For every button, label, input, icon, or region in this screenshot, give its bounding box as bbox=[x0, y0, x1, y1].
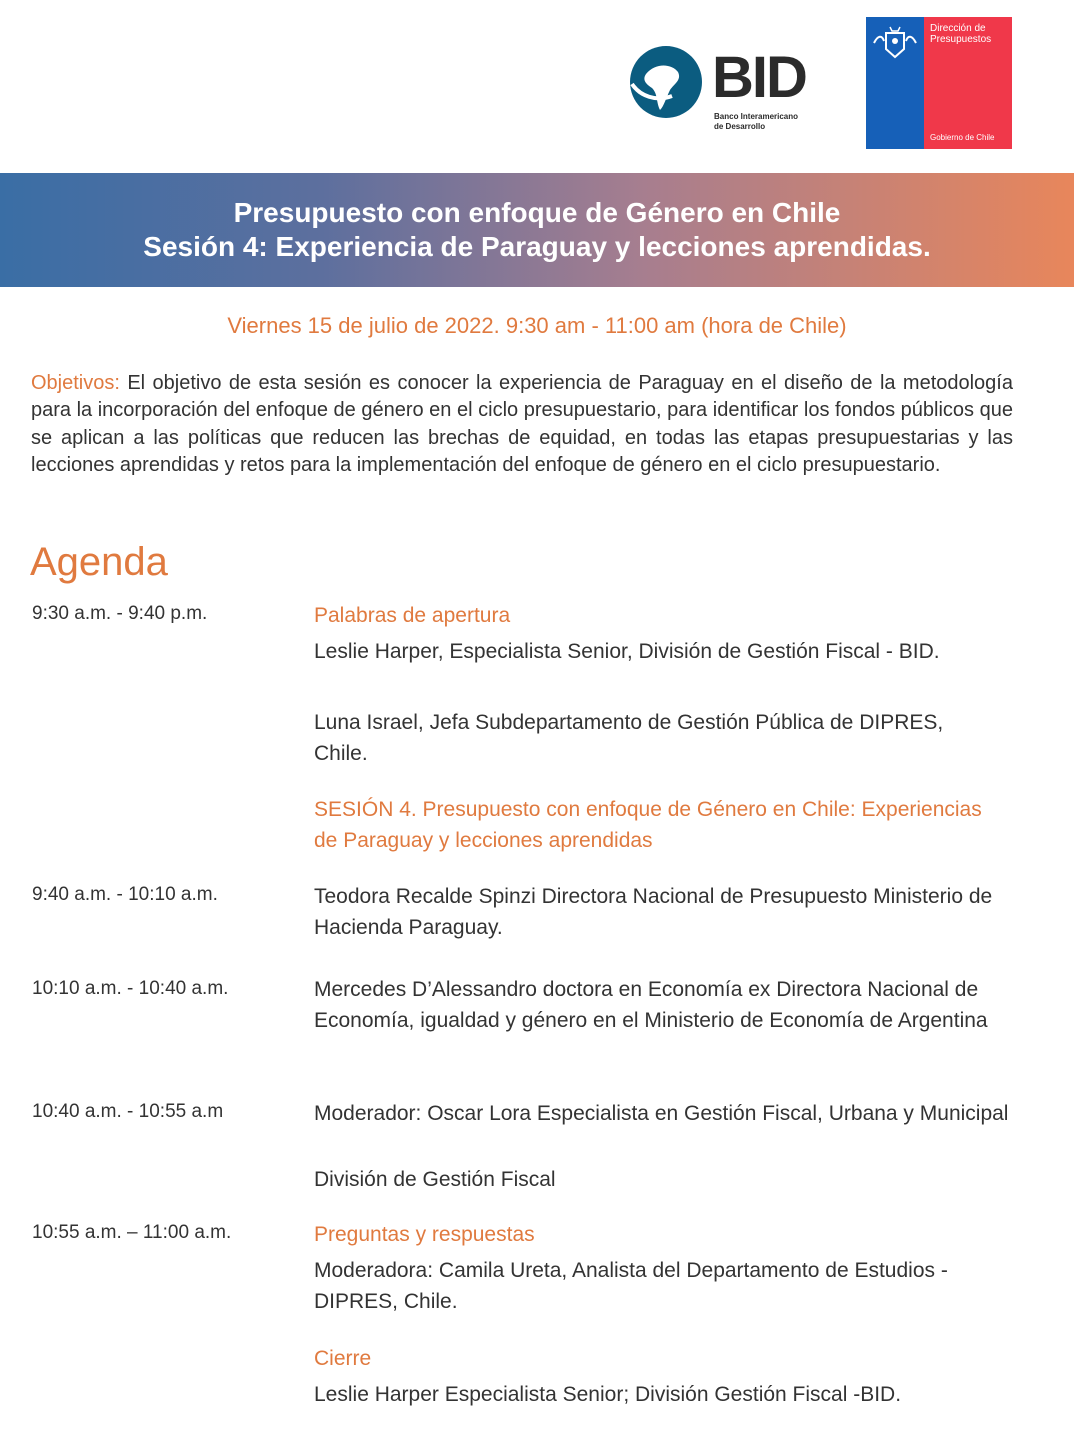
dipres-name: Dirección de Presupuestos bbox=[930, 23, 992, 45]
closing-heading: Cierre bbox=[314, 1347, 372, 1370]
agenda-time-2: 9:40 a.m. - 10:10 a.m. bbox=[32, 884, 218, 905]
closing-speaker: Leslie Harper Especialista Senior; División Gestión Fiscal -BID. bbox=[314, 1383, 902, 1406]
bid-subtitle: Banco Interamericano de Desarrollo bbox=[714, 112, 799, 131]
speaker-teodora: Teodora Recalde Spinzi Directora Nacional de Presupuesto Ministerio de Hacienda Paraguay. bbox=[314, 885, 993, 939]
agenda-time-5: 10:55 a.m. – 11:00 a.m. bbox=[32, 1222, 232, 1243]
bid-globe-icon bbox=[626, 44, 706, 120]
opening-heading: Palabras de apertura bbox=[314, 604, 511, 627]
dipres-logo bbox=[866, 17, 1012, 149]
dipres-government-label: Gobierno de Chile bbox=[930, 133, 995, 142]
qa-moderator: Moderadora: Camila Ureta, Analista del Departamento de Estudios - DIPRES, Chile. bbox=[314, 1259, 948, 1313]
opening-speaker-israel: Luna Israel, Jefa Subdepartamento de Gestión Pública de DIPRES, Chile. bbox=[314, 711, 944, 765]
objectives-label: Objetivos: bbox=[31, 372, 120, 394]
objectives-paragraph bbox=[31, 370, 1013, 479]
banner-title: Presupuesto con enfoque de Género en Chile bbox=[233, 197, 841, 228]
qa-heading: Preguntas y respuestas bbox=[314, 1223, 535, 1246]
logo-header bbox=[0, 0, 1074, 172]
moderator-oscar: Moderador: Oscar Lora Especialista en Gestión Fiscal, Urbana y Municipal bbox=[314, 1102, 1009, 1125]
bid-logo bbox=[626, 40, 826, 140]
speaker-mercedes: Mercedes D’Alessandro doctora en Economía ex Directora Nacional de Economía, igualdad y género en el Ministerio de Economía de Argentina bbox=[314, 978, 988, 1032]
agenda-time-1: 9:30 a.m. - 9:40 p.m. bbox=[32, 603, 208, 624]
event-date: Viernes 15 de julio de 2022. 9:30 am - 11:00 am (hora de Chile) bbox=[227, 313, 847, 338]
title-banner bbox=[0, 173, 1074, 287]
moderator-division: División de Gestión Fiscal bbox=[314, 1168, 556, 1191]
agenda-time-3: 10:10 a.m. - 10:40 a.m. bbox=[32, 978, 229, 999]
opening-speaker-harper: Leslie Harper, Especialista Senior, División de Gestión Fiscal - BID. bbox=[314, 640, 940, 663]
bid-wordmark: BID bbox=[712, 45, 806, 110]
session-heading: SESIÓN 4. Presupuesto con enfoque de Género en Chile: Experiencias de Paraguay y lecciones aprendidas bbox=[314, 798, 982, 852]
agenda-title: Agenda bbox=[30, 540, 168, 584]
objectives-text: El objetivo de esta sesión es conocer la experiencia de Paraguay en el diseño de la metodología para la incorporación del enfoque de género en el ciclo presupuestario, para identificar los fondos públicos que se aplican a las políticas que reducen las brechas de equidad, en todas las etapas presupuestarias y las lecciones aprendidas y retos para la implementación del enfoque de género en el ciclo presupuestario. bbox=[31, 372, 1013, 476]
chile-coat-of-arms-icon bbox=[872, 23, 918, 63]
banner-subtitle: Sesión 4: Experiencia de Paraguay y lecciones aprendidas. bbox=[143, 231, 931, 262]
agenda-time-4: 10:40 a.m. - 10:55 a.m bbox=[32, 1101, 224, 1122]
